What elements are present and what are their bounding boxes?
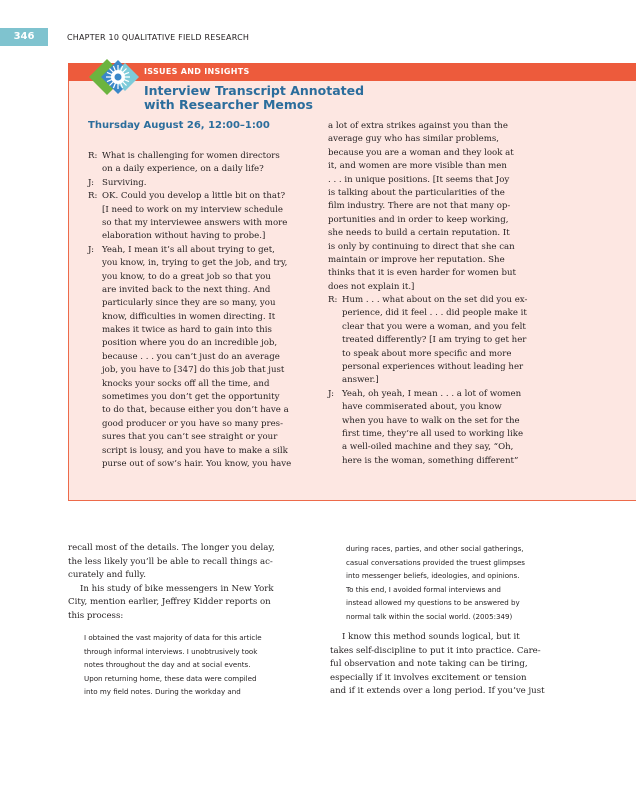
transcript-line: job, you have to [347] do this job that just xyxy=(102,365,285,376)
transcript-turn xyxy=(88,177,318,190)
transcript-turn xyxy=(88,190,318,244)
text-line: into messenger beliefs, ideologies, and opinions. xyxy=(346,571,520,580)
text-line: and if it extends over a long period. If you’ve just xyxy=(330,686,545,696)
transcript-line: maintain or improve her reputation. She xyxy=(328,254,505,265)
transcript-turn xyxy=(328,294,568,388)
text-line: normal talk within the social world. (2005:349) xyxy=(346,611,513,621)
transcript-line: when you have to walk on the set for the xyxy=(342,415,520,426)
interview-date: Thursday August 26, 12:00–1:00 xyxy=(88,120,270,131)
starburst-logo-icon xyxy=(87,55,149,99)
transcript-line: Hum . . . what about on the set did you ex- xyxy=(342,295,528,306)
transcript-line: know, difficulties in women directing. It xyxy=(102,311,276,322)
transcript-line: on a daily experience, on a daily life? xyxy=(102,164,264,175)
transcript-line: knocks your socks off all the time, and xyxy=(102,378,270,389)
text-line: City, mention earlier, Jeffrey Kidder reports on xyxy=(68,597,271,607)
speaker-label: J: xyxy=(88,177,94,188)
transcript-line: . . . in unique positions. [It seems that Joy xyxy=(328,174,510,185)
transcript-line: to do that, because either you don’t have a xyxy=(102,405,289,416)
running-head: CHAPTER 10 QUALITATIVE FIELD RESEARCH xyxy=(67,33,250,42)
transcript-line: it, and women are more visible than men xyxy=(328,161,507,172)
speaker-label: J: xyxy=(88,244,94,255)
transcript-line: answer.] xyxy=(342,375,379,386)
transcript-line: sometimes you don’t get the opportunity xyxy=(102,392,280,403)
text-line: To this end, I avoided formal interviews and xyxy=(346,584,501,594)
speaker-label: R: xyxy=(88,191,98,202)
text-line: takes self-discipline to put it into practice. Care- xyxy=(330,645,541,656)
transcript-line: Yeah, I mean it’s all about trying to get, xyxy=(102,244,275,255)
transcript-line: [I need to work on my interview schedule xyxy=(102,204,283,215)
transcript-line: purse out of sow’s hair. You know, you have xyxy=(102,458,292,469)
text-line: I know this method sounds logical, but it xyxy=(342,632,520,642)
text-line: notes throughout the day and at social events. xyxy=(84,660,251,669)
transcript-line: average guy who has similar problems, xyxy=(328,134,500,145)
transcript-line: script is lousy, and you have to make a silk xyxy=(102,445,288,456)
transcript-line: perience, did it feel . . . did people make it xyxy=(342,308,527,319)
transcript-line: to speak about more specific and more xyxy=(342,348,512,359)
transcript-line: is only by continuing to direct that she can xyxy=(328,241,515,252)
box-title-line: Interview Transcript Annotated xyxy=(144,83,365,98)
text-line: ful observation and note taking can be tiring, xyxy=(330,659,528,669)
body-left-column xyxy=(68,542,310,699)
transcript-line: What is challenging for women directors xyxy=(102,151,280,161)
text-line: especially if it involves excitement or tension xyxy=(330,672,527,683)
transcript-right-column xyxy=(328,120,568,468)
text-line: curately and fully. xyxy=(68,570,147,580)
transcript-line: so that my interviewee answers with more xyxy=(102,217,288,228)
transcript-turn xyxy=(328,388,568,468)
transcript-line: are invited back to the next thing. And xyxy=(102,284,271,295)
transcript-line: Surviving. xyxy=(102,177,147,188)
transcript-line: because . . . you can’t just do an average xyxy=(102,351,280,362)
transcript-turn xyxy=(88,244,318,472)
transcript-line: because you are a woman and they look at xyxy=(328,147,514,158)
transcript-line: good producer or you have so many pres- xyxy=(102,418,283,429)
box-label: ISSUES AND INSIGHTS xyxy=(144,67,250,76)
box-title-line: with Researcher Memos xyxy=(144,97,313,112)
transcript-line: OK. Could you develop a little bit on that? xyxy=(102,191,286,202)
text-line: into my field notes. During the workday and xyxy=(84,687,241,696)
speaker-label: J: xyxy=(328,388,334,399)
transcript-line: particularly since they are so many, you xyxy=(102,298,276,309)
text-line: recall most of the details. The longer you delay, xyxy=(68,543,275,553)
transcript-line: here is the woman, something different” xyxy=(342,455,519,466)
text-line: Upon returning home, these data were compiled xyxy=(84,673,257,683)
transcript-line: portunities and in order to keep working, xyxy=(328,214,509,225)
transcript-line: a lot of extra strikes against you than the xyxy=(328,121,508,131)
transcript-line: first time, they’re all used to working like xyxy=(342,428,524,439)
transcript-line: sures that you can’t see straight or your xyxy=(102,432,278,443)
transcript-line: you know, in, trying to get the job, and try, xyxy=(102,258,288,269)
text-line: casual conversations provided the truest glimpses xyxy=(346,557,526,567)
box-title xyxy=(144,84,364,112)
text-line: this process: xyxy=(68,610,124,621)
text-line: I obtained the vast majority of data for this article xyxy=(84,633,262,642)
transcript-line: position where you do an incredible job, xyxy=(102,338,278,349)
transcript-line: thinks that it is even harder for women but xyxy=(328,268,516,279)
transcript-left-column xyxy=(88,150,318,471)
body-right-column xyxy=(330,542,570,699)
text-line: the less likely you’ll be able to recall things ac- xyxy=(68,556,273,567)
transcript-line: you know, to do a great job so that you xyxy=(102,271,271,282)
transcript-turn xyxy=(88,150,318,177)
transcript-line: does not explain it.] xyxy=(328,281,415,292)
speaker-label: R: xyxy=(88,151,98,161)
text-line: through informal interviews. I unobtrusively took xyxy=(84,646,258,656)
transcript-line: makes it twice as hard to gain into this xyxy=(102,325,272,336)
transcript-line: a well-oiled machine and they say, “Oh, xyxy=(342,442,514,453)
transcript-line: film industry. There are not that many op- xyxy=(328,201,511,212)
text-line: In his study of bike messengers in New York xyxy=(80,583,274,594)
speaker-label: R: xyxy=(328,295,338,306)
transcript-line: personal experiences without leading her xyxy=(342,362,524,373)
transcript-line: have commiserated about, you know xyxy=(342,402,502,413)
transcript-line: is talking about the particularities of the xyxy=(328,187,505,198)
transcript-line: clear that you were a woman, and you felt xyxy=(342,321,526,332)
transcript-turn xyxy=(328,120,568,294)
page-number: 346 xyxy=(0,28,48,46)
transcript-line: Yeah, oh yeah, I mean . . . a lot of women xyxy=(342,388,522,399)
text-line: instead allowed my questions to be answered by xyxy=(346,598,520,607)
transcript-line: elaboration without having to probe.] xyxy=(102,231,266,242)
text-line: during races, parties, and other social gatherings, xyxy=(346,544,524,553)
transcript-line: she needs to build a certain reputation. It xyxy=(328,228,510,239)
transcript-line: treated differently? [I am trying to get her xyxy=(342,335,527,346)
